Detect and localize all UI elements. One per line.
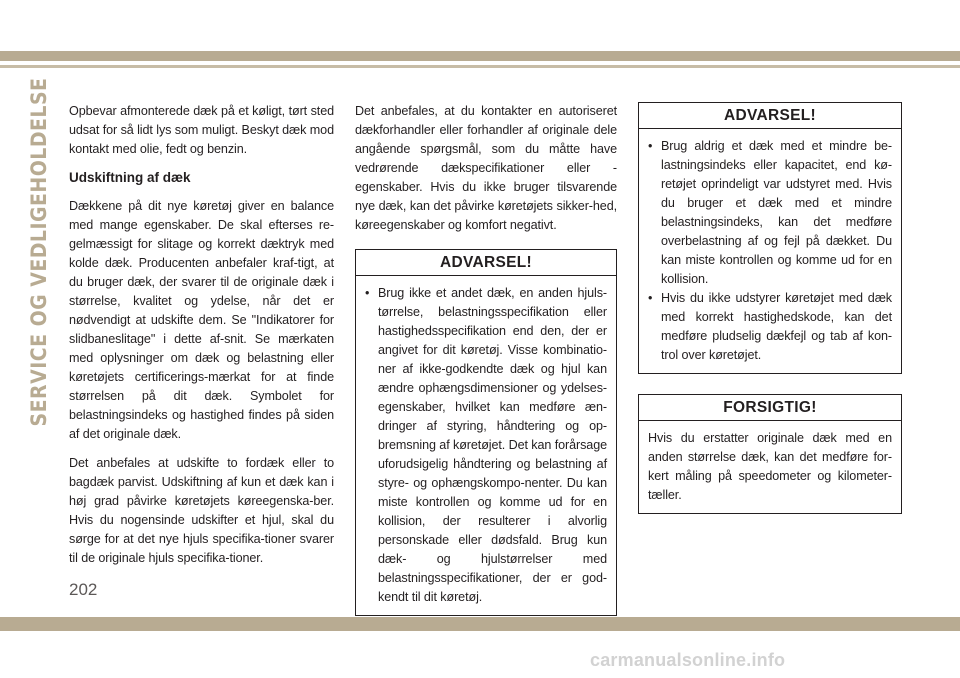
header-rule bbox=[0, 65, 960, 68]
caution-box bbox=[638, 394, 902, 514]
caution-body bbox=[639, 421, 901, 513]
header-band bbox=[0, 51, 960, 61]
warning-title: ADVARSEL! bbox=[356, 250, 616, 276]
page-number: 202 bbox=[69, 580, 98, 599]
caution-text: Hvis du erstatter originale dæk med en anden størrelse dæk, kan det medføre for-kert måling på speedometer og kilometer-tæller. bbox=[648, 431, 892, 502]
caution-title: FORSIGTIG! bbox=[639, 395, 901, 421]
dealer-advice-paragraph: Det anbefales, at du kontakter en autoriseret dækforhandler eller forhandler af originale dele angående spørgsmål, som du måtte have vedrørende dækspecifikationer eller -egenskaber. Hvis du ikke bruger tilsvarende nye dæk, kan det påvirke køretøjets sikker-hed, køreegenskaber og komfort negativt. bbox=[355, 104, 617, 232]
warning-box-1 bbox=[355, 249, 617, 616]
warning-item: • Hvis du ikke udstyrer køretøjet med dæk med korrekt hastighedskode, kan det medføre pludselig dækfejl og tab af kon-trol over køretøjet. bbox=[648, 289, 892, 365]
warning-list bbox=[648, 137, 892, 365]
section-side-tab-label: SERVICE OG VEDLIGEHOLDELSE bbox=[27, 77, 51, 427]
warning-list bbox=[365, 284, 607, 607]
watermark: carmanualsonline.info bbox=[590, 650, 786, 670]
column-2 bbox=[355, 102, 617, 616]
warning-box-2 bbox=[638, 102, 902, 374]
section-heading: Udskiftning af dæk bbox=[69, 170, 191, 185]
footer-band bbox=[0, 617, 960, 631]
warning-title: ADVARSEL! bbox=[639, 103, 901, 129]
storage-paragraph: Opbevar afmonterede dæk på et køligt, tørt sted udsat for så lidt lys som muligt. Beskyt dæk mod kontakt med olie, fedt og benzin. bbox=[69, 104, 334, 156]
pair-replacement-paragraph: Det anbefales at udskifte to fordæk eller to bagdæk parvist. Udskiftning af kun et dæk kan i høj grad påvirke køretøjets køreegenska-ber. Hvis du nogensinde udskifter et hjul, skal du sørge for at det nye hjuls specifika-tioner svarer til de originale hjuls specifika-tioner. bbox=[69, 456, 334, 565]
tire-balance-paragraph: Dækkene på dit nye køretøj giver en balance med mange egenskaber. De skal efterses re-gelmæssigt for slitage og korrekt dæktryk med kolde dæk. Producenten anbefaler kraf-tigt, at du bruger dæk, der svarer til de originale dæk i størrelse, kvalitet og ydelse, når det er nødvendigt at udskifte dem. Se "Indikatorer for slidbaneslitage" i dette af-snit. Se mærkaten med oplysninger om dæk og belastning eller køretøjets certificerings-mærkat for at finde størrelsen på dit dæk. Symbolet for belastningsindeks og hastighed findes på siden af det originale dæk. bbox=[69, 199, 334, 441]
warning-item: • Brug ikke et andet dæk, en anden hjuls-tørrelse, belastningsspecifikation eller hastighedsspecifikation end den, der er angivet for dit køretøj. Visse kombinatio-ner af ikke-godkendte dæk og hjul kan ændre ophængsdimensioner og ydelses-egenskaber, hvilket kan medføre æn-dringer af styring, håndtering og op-bremsning af køretøjet. Det kan forårsage uforudsigelig håndtering og belastning af styre- og ophængskompo-nenter. Du kan miste kontrollen og komme ud for en kollision, der resulterer i alvorlig personskade eller dødsfald. Brug kun dæk- og hjulstørrelser med belastningsspecifikationer, der er god-kendt til dit køretøj. bbox=[365, 284, 607, 607]
warning-body bbox=[639, 129, 901, 373]
section-side-tab bbox=[26, 77, 52, 427]
warning-body bbox=[356, 276, 616, 615]
warning-item: • Brug aldrig et dæk med et mindre be-lastningsindeks eller kapacitet, end kø-retøjet oprindeligt var udstyret med. Hvis du bruger et dæk med et mindre belastningsindeks, kan det medføre overbelastning af og fejl på dækket. Du kan miste kontrollen og komme ud for en kollision. bbox=[648, 137, 892, 289]
column-1 bbox=[69, 102, 334, 578]
column-3 bbox=[638, 102, 902, 514]
